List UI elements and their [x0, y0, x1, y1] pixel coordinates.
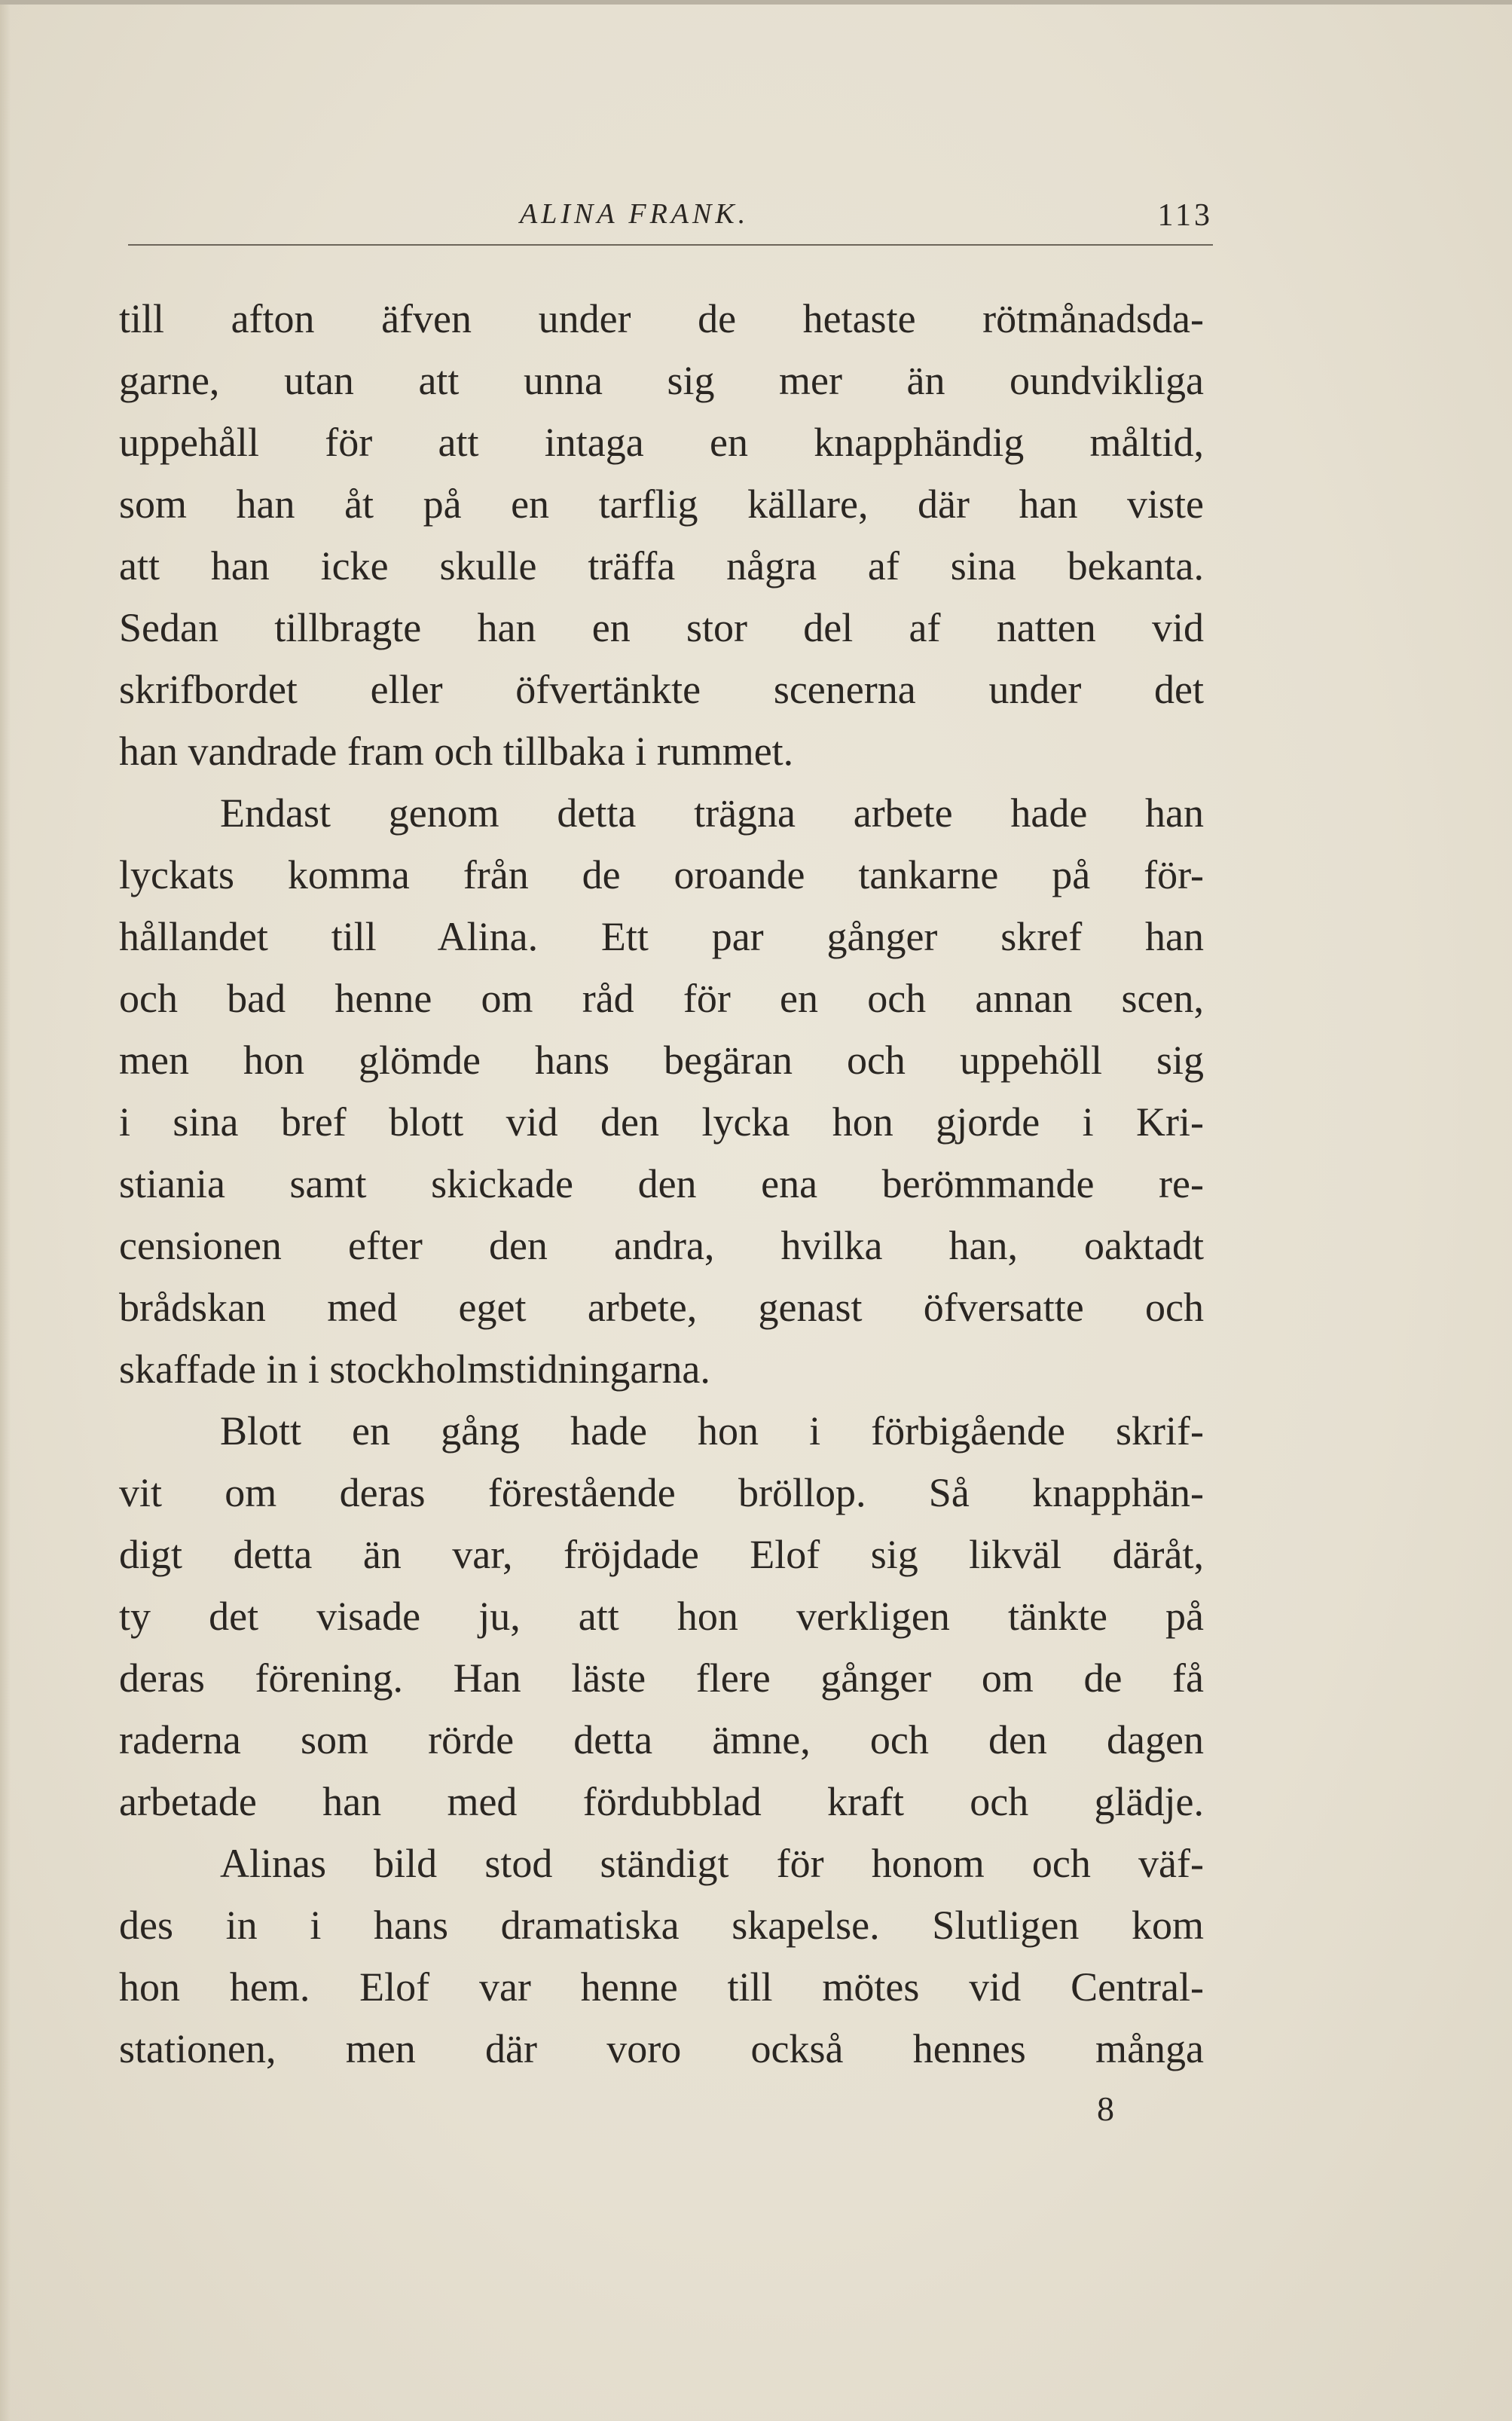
text-line: censionen efter den andra, hvilka han, oaktadt	[119, 1223, 1204, 1268]
running-header	[128, 197, 1213, 243]
text-line: och bad henne om råd för en och annan scen,	[119, 976, 1204, 1021]
text-line: raderna som rörde detta ämne, och den dagen	[119, 1717, 1204, 1762]
page-number: 113	[1157, 198, 1213, 233]
text-line: skaffade in i stockholmstidningarna.	[119, 1347, 710, 1392]
page-edge-shadow	[0, 0, 11, 2421]
body-text	[119, 288, 1204, 2080]
text-line: som han åt på en tarflig källare, där han viste	[119, 481, 1204, 527]
text-line: i sina bref blott vid den lycka hon gjorde i Kri-	[119, 1099, 1204, 1145]
text-line: men hon glömde hans begäran och uppehöll sig	[119, 1038, 1204, 1083]
text-line: lyckats komma från de oroande tankarne på för-	[119, 852, 1204, 897]
text-line: arbetade han med fördubblad kraft och glädje.	[119, 1779, 1204, 1824]
text-line: des in i hans dramatiska skapelse. Slutligen kom	[119, 1903, 1204, 1948]
text-line: hon hem. Elof var henne till mötes vid Central-	[119, 1964, 1204, 2010]
running-title: ALINA FRANK.	[520, 198, 750, 230]
text-line: digt detta än var, fröjdade Elof sig likväl däråt,	[119, 1532, 1204, 1577]
text-line: vit om deras förestående bröllop. Så knapphän-	[119, 1470, 1204, 1515]
text-line: hållandet till Alina. Ett par gånger skref han	[119, 914, 1204, 959]
text-line: uppehåll för att intaga en knapphändig måltid,	[119, 420, 1204, 465]
text-line: Alinas bild stod ständigt för honom och väf-	[220, 1841, 1204, 1886]
text-line: deras förening. Han läste flere gånger om de få	[119, 1655, 1204, 1701]
text-line: brådskan med eget arbete, genast öfversatte och	[119, 1285, 1204, 1330]
text-line: stationen, men där voro också hennes många	[119, 2026, 1204, 2071]
text-line: Sedan tillbragte han en stor del af natten vid	[119, 605, 1204, 650]
text-line: Blott en gång hade hon i förbigående skrif-	[220, 1408, 1204, 1454]
text-line: skrifbordet eller öfvertänkte scenerna under det	[119, 667, 1204, 712]
text-line: till afton äfven under de hetaste rötmånadsda-	[119, 296, 1204, 341]
text-line: Endast genom detta trägna arbete hade han	[220, 790, 1204, 836]
page-top-edge	[0, 0, 1512, 5]
header-rule	[128, 244, 1213, 246]
text-line: att han icke skulle träffa några af sina bekanta.	[119, 543, 1204, 588]
text-line: garne, utan att unna sig mer än oundvikliga	[119, 358, 1204, 403]
signature-mark: 8	[1097, 2089, 1114, 2128]
text-line: stiania samt skickade den ena berömmande re-	[119, 1161, 1204, 1206]
text-line: ty det visade ju, att hon verkligen tänkte på	[119, 1594, 1204, 1639]
text-line: han vandrade fram och tillbaka i rummet.	[119, 729, 794, 774]
